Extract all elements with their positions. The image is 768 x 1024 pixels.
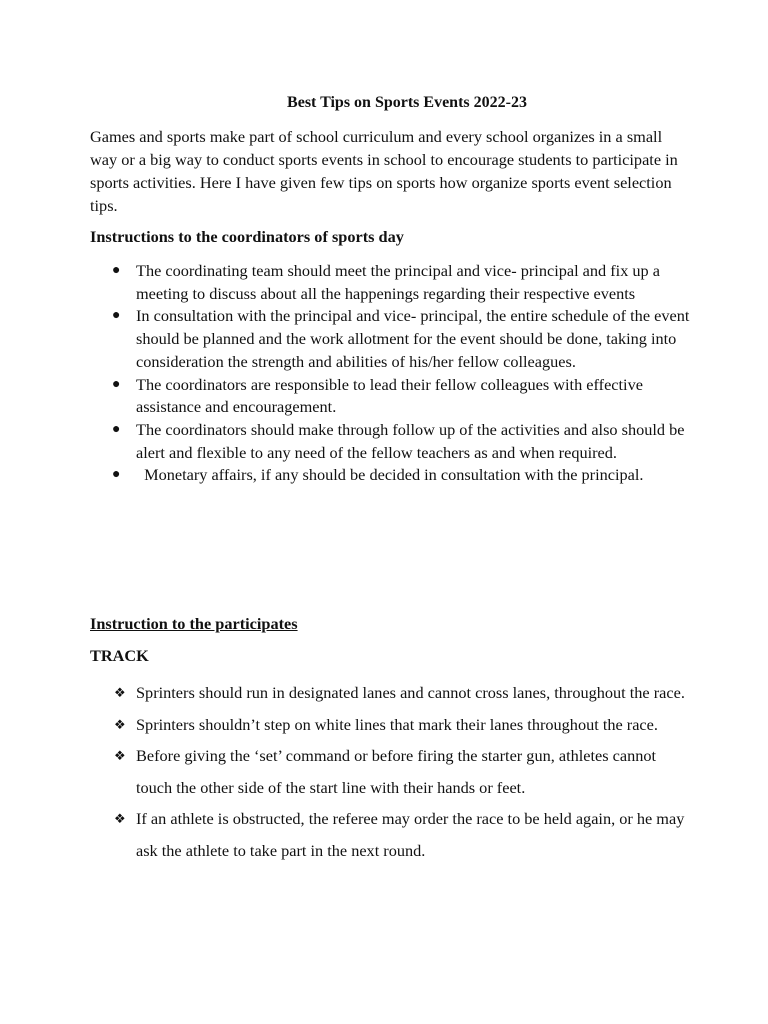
diamond-bullet-icon: ❖ (114, 748, 126, 763)
list-item (90, 260, 690, 305)
list-item-text: Monetary affairs, if any should be decided in consultation with the principal. (136, 465, 644, 485)
bullet-icon: ● (112, 376, 121, 392)
list-item-text: If an athlete is obstructed, the referee may order the race to be held again, or he may ask the athlete to take part in the next round. (136, 809, 685, 860)
list-item (90, 709, 690, 741)
bullet-icon: ● (112, 308, 121, 324)
diamond-bullet-icon: ❖ (114, 685, 126, 700)
coordinators-heading: Instructions to the coordinators of sports day (90, 227, 404, 246)
list-item-text: Sprinters shouldn’t step on white lines that mark their lanes throughout the race. (136, 714, 658, 734)
participants-heading: Instruction to the participates (90, 614, 298, 633)
bullet-icon: ● (112, 467, 121, 483)
bullet-icon: ● (112, 421, 121, 437)
coordinators-list (90, 260, 690, 487)
diamond-bullet-icon: ❖ (114, 811, 126, 826)
list-item (90, 419, 690, 464)
list-item-text: The coordinating team should meet the principal and vice- principal and fix up a meeting to discuss about all the happenings regarding their respective events (136, 261, 660, 303)
list-item (90, 464, 690, 487)
list-item-text: The coordinators should make through follow up of the activities and also should be alert and flexible to any need of the fellow teachers as and when required. (136, 419, 685, 462)
list-item-text: The coordinators are responsible to lead their fellow colleagues with effective assistance and encouragement. (136, 374, 643, 417)
track-heading: TRACK (90, 646, 149, 665)
document-title: Best Tips on Sports Events 2022-23 (287, 94, 527, 111)
list-item (90, 740, 690, 803)
intro-paragraph: Games and sports make part of school curriculum and every school organizes in a small way or a big way to conduct sports events in school to encourage students to participate in sports activities. Here I have given few tips on sports how organize sports event selection tips. (90, 127, 678, 215)
list-item-text: Sprinters should run in designated lanes and cannot cross lanes, throughout the race. (136, 683, 685, 702)
list-item (90, 677, 690, 709)
list-item (90, 305, 690, 373)
list-item-text: In consultation with the principal and vice- principal, the entire schedule of the event should be planned and the work allotment for the event should be done, taking into consideration the strength and abilities of his/her fellow colleagues. (136, 306, 690, 371)
track-list (90, 677, 690, 866)
diamond-bullet-icon: ❖ (114, 716, 126, 732)
bullet-icon: ● (112, 263, 121, 278)
list-item (90, 374, 690, 419)
list-item (90, 803, 690, 866)
list-item-text: Before giving the ‘set’ command or before firing the starter gun, athletes cannot touch the other side of the start line with their hands or feet. (136, 746, 657, 797)
